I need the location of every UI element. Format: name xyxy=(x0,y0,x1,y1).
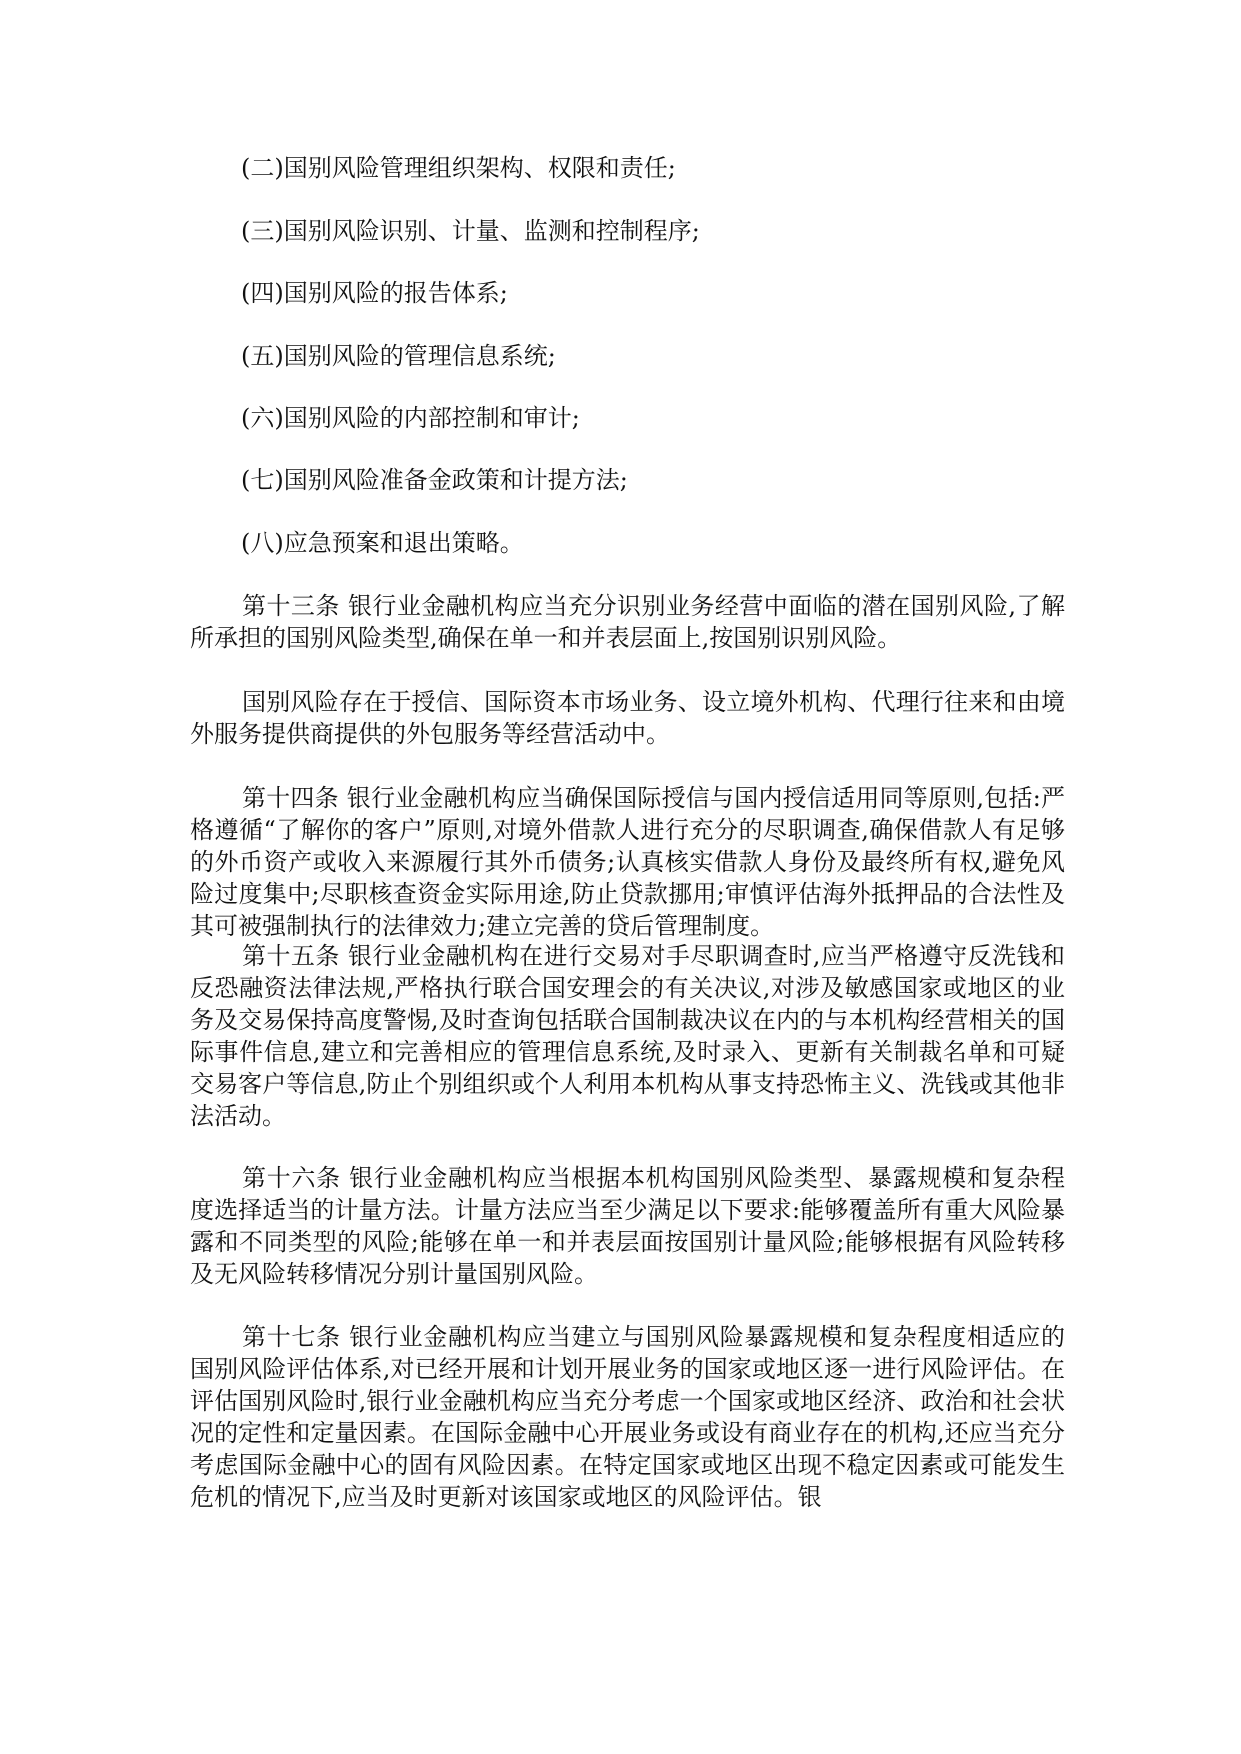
article-14-paragraph: 第十四条 银行业金融机构应当确保国际授信与国内授信适用同等原则,包括:严格遵循“了解你的客户”原则,对境外借款人进行充分的尽职调查,确保借款人有足够的外币资产或收入来源履行其外币债务;认真核实借款人身份及最终所有权,避免风险过度集中;尽职核查资金实际用途,防止贷款挪用;审慎评估海外抵押品的合法性及其可被强制执行的法律效力;建立完善的贷后管理制度。 xyxy=(190,784,1065,940)
list-item-4: (四)国别风险的报告体系; xyxy=(241,279,508,307)
list-item-7: (七)国别风险准备金政策和计提方法; xyxy=(241,466,628,494)
article-17-paragraph: 第十七条 银行业金融机构应当建立与国别风险暴露规模和复杂程度相适应的国别风险评估体系,对已经开展和计划开展业务的国家或地区逐一进行风险评估。在评估国别风险时,银行业金融机构应当充分考虑一个国家或地区经济、政治和社会状况的定性和定量因素。在国际金融中心开展业务或设有商业存在的机构,还应当充分考虑国际金融中心的固有风险因素。在特定国家或地区出现不稳定因素或可能发生危机的情况下,应当及时更新对该国家或地区的风险评估。银 xyxy=(190,1323,1065,1511)
list-item-8: (八)应急预案和退出策略。 xyxy=(241,529,524,557)
list-item-2: (二)国别风险管理组织架构、权限和责任; xyxy=(241,154,676,182)
list-item-6: (六)国别风险的内部控制和审计; xyxy=(241,404,580,432)
article-13-paragraph: 第十三条 银行业金融机构应当充分识别业务经营中面临的潜在国别风险,了解所承担的国别风险类型,确保在单一和并表层面上,按国别识别风险。 xyxy=(190,592,1065,652)
list-item-5: (五)国别风险的管理信息系统; xyxy=(241,342,556,370)
article-16-paragraph: 第十六条 银行业金融机构应当根据本机构国别风险类型、暴露规模和复杂程度选择适当的计量方法。计量方法应当至少满足以下要求:能够覆盖所有重大风险暴露和不同类型的风险;能够在单一和并表层面按国别计量风险;能够根据有风险转移及无风险转移情况分别计量国别风险。 xyxy=(190,1164,1065,1288)
list-item-3: (三)国别风险识别、计量、监测和控制程序; xyxy=(241,217,700,245)
country-risk-scope-paragraph: 国别风险存在于授信、国际资本市场业务、设立境外机构、代理行往来和由境外服务提供商提供的外包服务等经营活动中。 xyxy=(190,688,1065,748)
article-15-paragraph: 第十五条 银行业金融机构在进行交易对手尽职调查时,应当严格遵守反洗钱和反恐融资法律法规,严格执行联合国安理会的有关决议,对涉及敏感国家或地区的业务及交易保持高度警惕,及时查询包括联合国制裁决议在内的与本机构经营相关的国际事件信息,建立和完善相应的管理信息系统,及时录入、更新有关制裁名单和可疑交易客户等信息,防止个别组织或个人利用本机构从事支持恐怖主义、洗钱或其他非法活动。 xyxy=(190,942,1065,1130)
